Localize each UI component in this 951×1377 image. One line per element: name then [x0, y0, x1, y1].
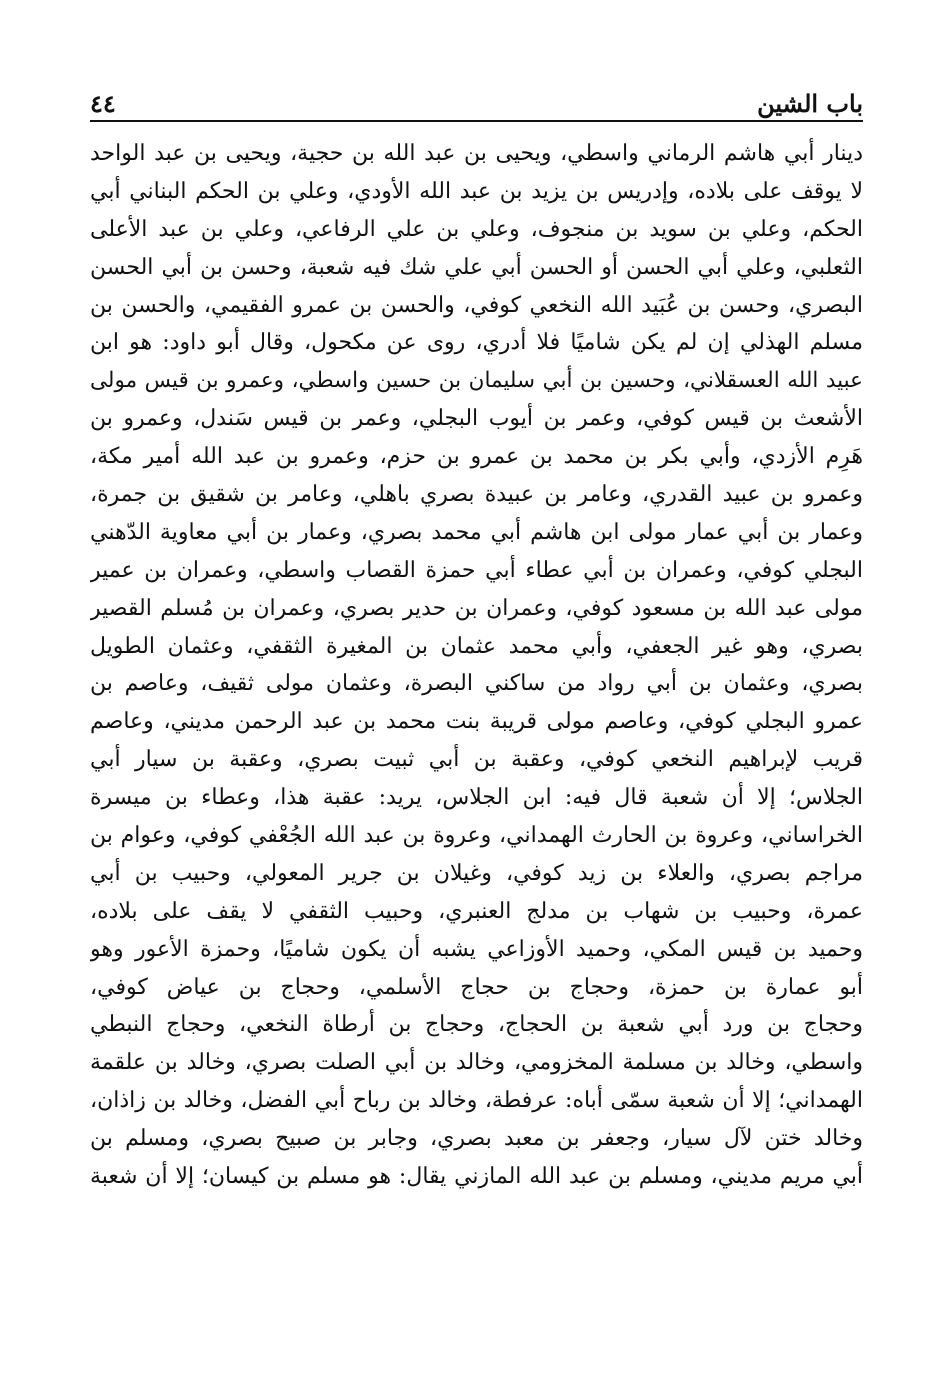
running-header [90, 84, 863, 118]
text-line: مولى عبد الله بن مسعود كوفي، وعمران بن حدير بصري، وعمران بن مُسلم القصير [90, 595, 863, 621]
text-line: الحكم، وعلي بن سويد بن منجوف، وعلي بن علي الرفاعي، وعلي بن عبد الأعلى [90, 216, 863, 242]
body-text [90, 135, 863, 1196]
text-line: وحجاج بن ورد أبي شعبة بن الحجاج، وحجاج بن أرطاة النخعي، وحجاج النبطي [90, 1012, 863, 1038]
text-line: قريب لإبراهيم النخعي كوفي، وعقبة بن أبي ثبيت بصري، وعقبة بن سيار أبي [90, 747, 863, 773]
section-title: باب الشين [757, 89, 863, 118]
text-line: واسطي، وخالد بن مسلمة المخزومي، وخالد بن أبي الصلت بصري، وخالد بن علقمة [90, 1050, 863, 1076]
text-line: الأشعث بن قيس كوفي، وعمر بن أيوب البجلي، وعمر بن قيس سَندل، وعمرو بن [90, 406, 863, 432]
text-line: الهمداني؛ إلا أن شعبة سمّى أباه: عرفطة، وخالد بن رباح أبي الفضل، وخالد بن زاذان، [90, 1088, 863, 1114]
text-line: أبي مريم مديني، ومسلم بن عبد الله المازني يقال: هو مسلم بن كيسان؛ إلا أن شعبة [90, 1164, 863, 1190]
text-line: دينار أبي هاشم الرماني واسطي، ويحيى بن عبد الله بن حجية، ويحيى بن عبد الواحد [90, 141, 863, 166]
text-line: عمرو البجلي كوفي، وعاصم مولى قريبة بنت محمد بن عبد الرحمن مديني، وعاصم [90, 709, 863, 735]
text-line: لا يوقف على بلاده، وإدريس بن يزيد بن عبد الله الأودي، وعلي بن الحكم البناني أبي [90, 178, 863, 204]
page-number: ٤٤ [90, 89, 116, 118]
text-line: الجلاس؛ إلا أن شعبة قال فيه: ابن الجلاس، يريد: عقبة هذا، وعطاء بن ميسرة [90, 785, 863, 811]
text-line: البجلي كوفي، وعمران بن أبي عطاء أبي حمزة القصاب واسطي، وعمران بن عمير [90, 557, 863, 583]
text-line: البصري، وحسن بن عُبَيد الله النخعي كوفي، والحسن بن عمرو الفقيمي، والحسن بن [90, 292, 863, 318]
text-line: هَرِم الأزدي، وأبي بكر بن محمد بن عمرو بن حزم، وعمرو بن عبد الله أمير مكة، [90, 444, 863, 470]
text-line: بصري، وعثمان بن أبي رواد من ساكني البصرة، وعثمان مولى ثقيف، وعاصم بن [90, 671, 863, 697]
text-line: مراجم بصري، والعلاء بن زيد كوفي، وغيلان بن جرير المعولي، وحبيب بن أبي [90, 860, 863, 886]
text-line: الثعلبي، وعلي أبي الحسن أو الحسن أبي علي شك فيه شعبة، وحسن بن أبي الحسن [90, 254, 863, 280]
text-line: وخالد ختن لآل سيار، وجعفر بن معبد بصري، وجابر بن صبيح بصري، ومسلم بن [90, 1126, 863, 1152]
header-rule [90, 120, 863, 122]
text-line: بصري، وهو غير الجعفي، وأبي محمد عثمان بن المغيرة الثقفي، وعثمان الطويل [90, 633, 863, 659]
text-line: وعمار بن أبي عمار مولى ابن هاشم أبي محمد بصري، وعمار بن أبي معاوية الدّهني [90, 519, 863, 545]
text-line: أبو عمارة بن حمزة، وحجاج بن حجاج الأسلمي، وحجاج بن عياض كوفي، [90, 974, 863, 1000]
text-line: عمرة، وحبيب بن شهاب بن مدلج العنبري، وحبيب الثقفي لا يقف على بلاده، [90, 898, 863, 924]
text-line: وحميد بن قيس المكي، وحميد الأوزاعي يشبه أن يكون شاميًا، وحمزة الأعور وهو [90, 936, 863, 962]
text-line: مسلم الهذلي إن لم يكن شاميًا فلا أدري، روى عن مكحول، وقال أبو داود: هو ابن [90, 330, 863, 356]
text-line: عبيد الله العسقلاني، وحسين بن أبي سليمان بن حسين واسطي، وعمرو بن قيس مولى [90, 368, 863, 394]
text-line: الخراساني، وعروة بن الحارث الهمداني، وعروة بن عبد الله الجُعْفي كوفي، وعوام بن [90, 823, 863, 849]
text-line: وعمرو بن عبيد القدري، وعامر بن عبيدة بصري باهلي، وعامر بن شقيق بن جمرة، [90, 482, 863, 508]
